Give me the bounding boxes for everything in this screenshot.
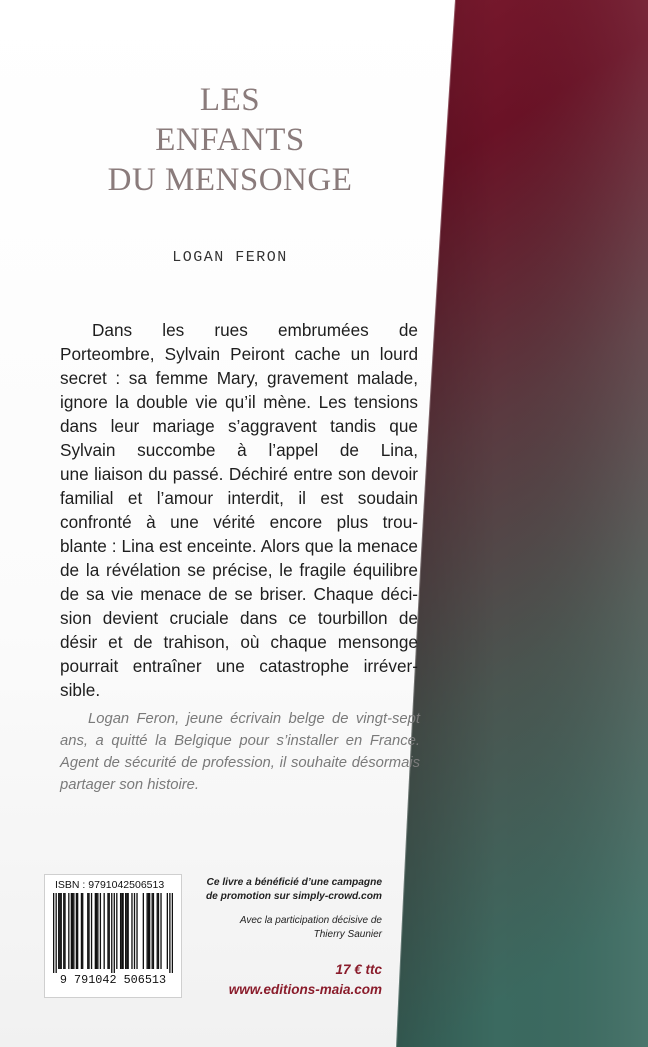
publisher-website-link[interactable]: www.editions-maia.com — [228, 982, 382, 997]
synopsis-line: sion devient cruciale dans ce tourbillon de — [60, 608, 418, 628]
barcode-bar — [136, 893, 137, 969]
barcode-bar — [126, 893, 127, 969]
synopsis-line: désir et de trahison, où chaque mensonge — [60, 632, 418, 652]
barcode-bar — [68, 893, 69, 969]
barcode-bar — [56, 893, 57, 973]
barcode-image — [53, 893, 173, 973]
barcode-bar — [109, 893, 110, 969]
bio-line: ans, a quitté la Belgique pour s’installer en France. — [60, 733, 420, 749]
barcode-bar — [64, 893, 65, 969]
barcode-bar — [91, 893, 92, 969]
barcode-bar — [107, 893, 108, 969]
barcode-box — [44, 874, 182, 998]
barcode-bar — [149, 893, 150, 969]
barcode-bar — [71, 893, 72, 969]
barcode-bar — [87, 893, 88, 969]
synopsis-line: sible. — [60, 680, 101, 700]
barcode-bar — [169, 893, 170, 973]
barcode-bar — [125, 893, 126, 969]
participation-line-1: Avec la participation décisive de — [239, 915, 382, 926]
promo-notice — [192, 876, 382, 904]
barcode-bar — [158, 893, 159, 969]
synopsis-line: secret : sa femme Mary, gravement malade, — [60, 368, 418, 388]
synopsis-line: une liaison du passé. Déchiré entre son devoir — [60, 464, 418, 484]
book-title-line-1: LES — [199, 82, 261, 118]
synopsis-line: Porteombre, Sylvain Peiront cache un lourd — [60, 344, 418, 364]
barcode-bar — [76, 893, 77, 969]
synopsis-line: de la révélation se précise, le fragile équilibre — [60, 560, 418, 580]
synopsis-line: dans leur mariage s’aggravent tandis que — [60, 416, 418, 436]
barcode-bar — [157, 893, 158, 969]
barcode-bar — [72, 893, 73, 969]
barcode-bar — [100, 893, 101, 969]
bio-line: partager son histoire. — [60, 777, 200, 793]
barcode-bar — [167, 893, 168, 969]
barcode-bar — [96, 893, 97, 969]
synopsis-line: ignore la double vie qu’il mène. Les tensions — [60, 392, 418, 412]
barcode-bar — [111, 893, 112, 973]
book-title-line-2: ENFANTS — [155, 122, 305, 158]
barcode-bar — [153, 893, 154, 969]
synopsis-line: confronté à une vérité encore plus trou- — [60, 512, 418, 532]
author-bio — [60, 708, 420, 796]
barcode-bar — [82, 893, 83, 969]
bio-line: Logan Feron, jeune écrivain belge de vingt-sept — [88, 711, 420, 727]
barcode-bar — [88, 893, 89, 969]
synopsis-line: blante : Lina est enceinte. Alors que la menace — [60, 536, 418, 556]
barcode-bar — [116, 893, 117, 969]
barcode-bar — [122, 893, 123, 969]
synopsis-line: de sa vie menace de se briser. Chaque déci- — [60, 584, 418, 604]
barcode-bar — [121, 893, 122, 969]
synopsis-text — [60, 318, 418, 702]
barcode-bar — [120, 893, 121, 969]
barcode-bar — [160, 893, 161, 969]
synopsis-line: familial et l’amour interdit, il est soudain — [60, 488, 418, 508]
barcode-bar — [58, 893, 59, 969]
price-label: 17 € ttc — [335, 962, 382, 977]
barcode-bar — [81, 893, 82, 969]
barcode-bar — [172, 893, 173, 973]
participation-notice — [192, 914, 382, 942]
book-title-line-3: DU MENSONGE — [107, 162, 353, 198]
barcode-bar — [104, 893, 105, 969]
barcode-bar — [131, 893, 132, 969]
participation-line-2: Thierry Saunier — [313, 929, 382, 940]
barcode-bar — [53, 893, 54, 973]
barcode-bar — [61, 893, 62, 969]
barcode-digits: 9 791042 506513 — [59, 973, 167, 987]
author-name: LOGAN FERON — [172, 249, 288, 266]
barcode-bar — [148, 893, 149, 969]
barcode-bar — [143, 893, 144, 969]
isbn-label: ISBN : 9791042506513 — [55, 879, 165, 891]
synopsis-line: Dans les rues embrumées de — [92, 320, 418, 340]
barcode-bar — [152, 893, 153, 969]
synopsis-line: Sylvain succombe à l’appel de Lina, — [60, 440, 418, 460]
promo-line-2: de promotion sur simply-crowd.com — [205, 891, 382, 902]
barcode-bar — [134, 893, 135, 969]
barcode-bar — [97, 893, 98, 969]
barcode-bar — [77, 893, 78, 969]
barcode-bar — [63, 893, 64, 969]
promo-line-1: Ce livre a bénéficié d’une campagne — [206, 877, 382, 888]
barcode-bar — [59, 893, 60, 969]
barcode-bar — [114, 893, 115, 973]
barcode-bar — [95, 893, 96, 969]
synopsis-line: pourrait entraîner une catastrophe irréver- — [60, 656, 418, 676]
barcode-bar — [146, 893, 147, 969]
barcode-bar — [128, 893, 129, 969]
barcode-bar — [73, 893, 74, 969]
bio-line: Agent de sécurité de profession, il souhaite désormais — [60, 755, 420, 771]
